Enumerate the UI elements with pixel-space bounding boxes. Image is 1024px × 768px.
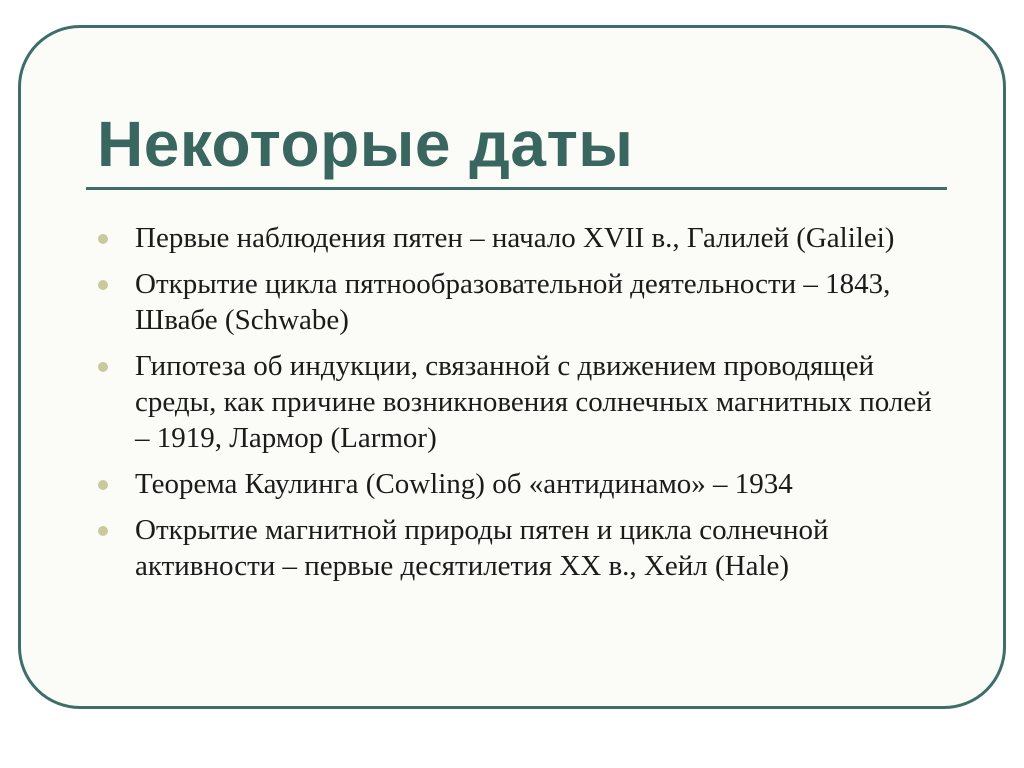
title-divider xyxy=(86,187,947,190)
bullet-dot-icon xyxy=(98,480,108,490)
bullet-text: Открытие цикла пятнообразовательной деятельности – 1843, Швабе (Schwabe) xyxy=(135,268,891,336)
bullet-item xyxy=(98,512,938,584)
bullet-dot-icon xyxy=(98,362,108,372)
bullet-list xyxy=(98,220,938,594)
bullet-item xyxy=(98,466,938,502)
bullet-item xyxy=(98,220,938,256)
slide-title: Некоторые даты xyxy=(97,108,634,180)
bullet-dot-icon xyxy=(98,526,108,536)
bullet-dot-icon xyxy=(98,234,108,244)
bullet-text: Теорема Каулинга (Cowling) об «антидинамо» – 1934 xyxy=(135,468,793,500)
bullet-text: Первые наблюдения пятен – начало XVII в., Галилей (Galilei) xyxy=(135,222,895,254)
bullet-item xyxy=(98,266,938,338)
bullet-dot-icon xyxy=(98,280,108,290)
bullet-text: Гипотеза об индукции, связанной с движением проводящей среды, как причине возникновения солнечных магнитных полей – 1919, Лармор (Larmor) xyxy=(135,350,932,454)
bullet-text: Открытие магнитной природы пятен и цикла солнечной активности – первые десятилетия XX в., Хейл (Hale) xyxy=(135,514,829,582)
bullet-item xyxy=(98,348,938,456)
